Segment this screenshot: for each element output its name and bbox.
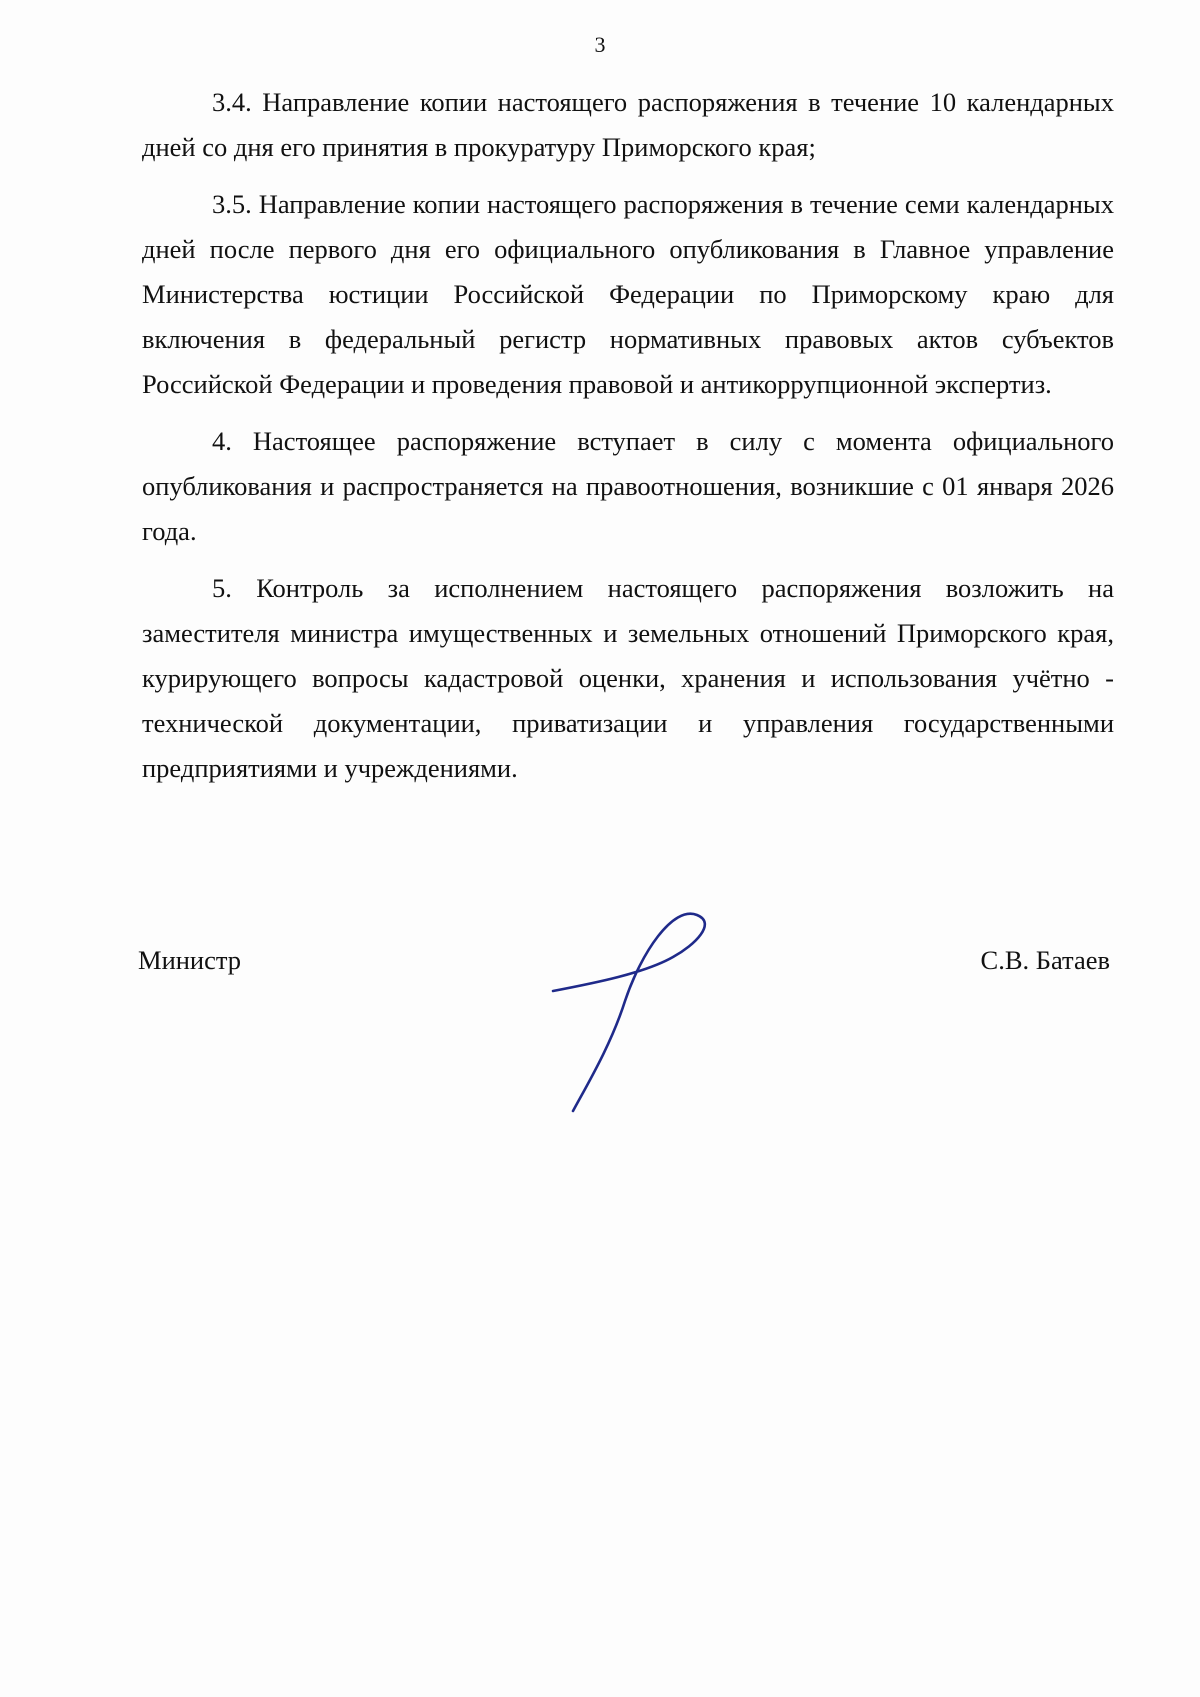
paragraph-4: 4. Настоящее распоряжение вступает в силу с момента официального опубликования и распространяется на правоотношения, возникшие с 01 января 2026 года. (142, 426, 1114, 546)
document-body (142, 80, 1114, 803)
handwritten-signature (545, 905, 745, 1120)
paragraph-3-4: 3.4. Направление копии настоящего распоряжения в течение 10 календарных дней со дня его принятия в прокуратуру Приморского края; (142, 87, 1114, 162)
signature-stroke (553, 914, 705, 1111)
page-number: 3 (594, 32, 606, 57)
paragraph-5: 5. Контроль за исполнением настоящего распоряжения возложить на заместителя министра имущественных и земельных отношений Приморского края, курирующего вопросы кадастровой оценки, хранения и использования учётно - технической документации, приватизации и управления государственными предприятиями и учреждениями. (142, 573, 1114, 783)
signer-title: Министр (138, 945, 242, 975)
signer-name: С.В. Батаев (980, 945, 1110, 975)
paragraph-3-5: 3.5. Направление копии настоящего распоряжения в течение семи календарных дней после первого дня его официального опубликования в Главное управление Министерства юстиции Российской Федерации по Приморскому краю для включения в федеральный регистр нормативных правовых актов субъектов Российской Федерации и проведения правовой и антикоррупционной экспертиз. (142, 189, 1114, 399)
